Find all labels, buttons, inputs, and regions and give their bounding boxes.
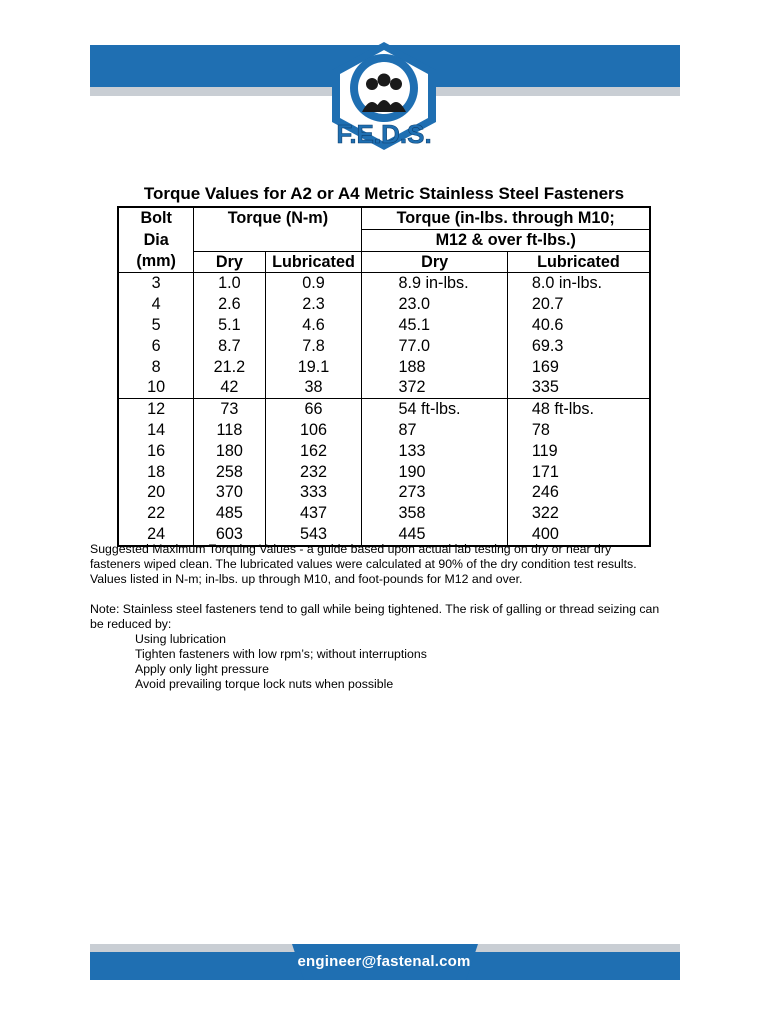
- table-row: [118, 315, 650, 336]
- torque-in-header-2: M12 & over ft-lbs.): [362, 229, 650, 251]
- bolt-dia-cell: 4: [118, 294, 194, 315]
- list-item: Avoid prevailing torque lock nuts when possible: [135, 677, 394, 691]
- torque-nm-header: Torque (N-m): [194, 207, 362, 229]
- lub-nm-cell: 543: [265, 524, 362, 546]
- dry-nm-cell: 21.2: [194, 357, 265, 378]
- bolt-dia-cell: 14: [118, 420, 194, 441]
- dry-nm-cell: 258: [194, 462, 265, 483]
- lub-in-header: Lubricated: [507, 251, 650, 273]
- bolt-dia-cell: 20: [118, 482, 194, 503]
- dry-in-cell: 358: [362, 503, 507, 524]
- lub-in-cell: 119: [531, 441, 558, 460]
- table-row: [118, 273, 650, 294]
- dry-in-cell: 188: [362, 357, 507, 378]
- torque-table: [117, 206, 651, 547]
- lub-in-cell: 335: [531, 378, 559, 397]
- dry-nm-cell: 1.0: [194, 273, 265, 294]
- lub-nm-cell: 333: [265, 482, 362, 503]
- lub-in-cell: 169: [531, 357, 559, 376]
- torque-table-body: [118, 273, 650, 546]
- lub-nm-cell: 232: [265, 462, 362, 483]
- note-line: Suggested Maximum Torquing Values - a guide based upon actual lab testing on dry or near dry: [90, 542, 612, 556]
- dry-nm-cell: 73: [194, 399, 265, 420]
- table-row: [118, 503, 650, 524]
- table-row: [118, 357, 650, 378]
- torque-nm-header-spacer: [194, 229, 362, 251]
- bolt-dia-cell: 6: [118, 336, 194, 357]
- table-row: [118, 441, 650, 462]
- list-item: Tighten fasteners with low rpm’s; without interruptions: [135, 647, 427, 661]
- lub-nm-header: Lubricated: [265, 251, 362, 273]
- torque-in-header-1: Torque (in-lbs. through M10;: [362, 207, 650, 229]
- bolt-dia-cell: 24: [118, 524, 194, 546]
- lub-nm-cell: 38: [265, 377, 362, 398]
- dry-nm-cell: 5.1: [194, 315, 265, 336]
- lub-in-cell: 246: [531, 483, 559, 502]
- dry-in-cell: 273: [362, 482, 507, 503]
- lub-nm-cell: 0.9: [265, 273, 362, 294]
- bolt-dia-cell: 18: [118, 462, 194, 483]
- table-row: [118, 336, 650, 357]
- lub-nm-cell: 162: [265, 441, 362, 462]
- note-line: Values listed in N-m; in-lbs. up through M10, and foot-pounds for M12 and over.: [90, 572, 523, 586]
- dry-nm-cell: 485: [194, 503, 265, 524]
- lub-in-cell: 48 ft-lbs.: [507, 399, 650, 420]
- lub-in-cell: 322: [531, 504, 559, 523]
- dry-in-cell: 372: [362, 377, 507, 398]
- dry-nm-cell: 180: [194, 441, 265, 462]
- table-row: [118, 294, 650, 315]
- dry-in-header: Dry: [362, 251, 507, 273]
- dry-in-cell: 190: [362, 462, 507, 483]
- bolt-dia-cell: 8: [118, 357, 194, 378]
- page-title: Torque Values for A2 or A4 Metric Stainless Steel Fasteners: [143, 184, 625, 203]
- lub-nm-cell: 66: [265, 399, 362, 420]
- lub-in-cell: 8.0 in-lbs.: [531, 274, 603, 293]
- contact-email-link[interactable]: engineer@fastenal.com: [297, 953, 471, 970]
- bolt-dia-cell: 16: [118, 441, 194, 462]
- note-line: fasteners wiped clean. The lubricated values were calculated at 90% of the dry condition test results.: [90, 557, 637, 571]
- lub-nm-cell: 7.8: [265, 336, 362, 357]
- lub-in-cell: 171: [531, 462, 559, 481]
- dry-nm-cell: 42: [194, 377, 265, 398]
- bolt-dia-cell: 5: [118, 315, 194, 336]
- dry-in-cell: 445: [362, 524, 507, 546]
- dry-in-cell: 87: [362, 420, 507, 441]
- dry-nm-header: Dry: [194, 251, 265, 273]
- dry-in-cell: 8.9 in-lbs.: [362, 273, 507, 294]
- list-item: Apply only light pressure: [135, 662, 269, 676]
- note-line: Note: Stainless steel fasteners tend to gall while being tightened. The risk of galling or thread seizing can: [90, 602, 660, 616]
- bolt-dia-cell: 10: [118, 377, 194, 398]
- note-line: be reduced by:: [90, 617, 172, 631]
- dry-in-cell: 45.1: [362, 315, 507, 336]
- bolt-header-2: Dia: [118, 229, 194, 251]
- dry-nm-cell: 370: [194, 482, 265, 503]
- notes: [90, 542, 680, 692]
- bolt-dia-cell: 22: [118, 503, 194, 524]
- bolt-dia-cell: 3: [118, 273, 194, 294]
- dry-in-cell: 77.0: [362, 336, 507, 357]
- feds-logo: [320, 40, 448, 152]
- lub-nm-cell: 437: [265, 503, 362, 524]
- lub-nm-cell: 106: [265, 420, 362, 441]
- lub-nm-cell: 2.3: [265, 294, 362, 315]
- lub-in-cell: 20.7: [531, 295, 564, 314]
- dry-in-cell: 54 ft-lbs.: [362, 399, 507, 420]
- bolt-header-1: Bolt: [118, 207, 194, 229]
- lub-nm-cell: 19.1: [265, 357, 362, 378]
- dry-nm-cell: 8.7: [194, 336, 265, 357]
- dry-in-cell: 133: [362, 441, 507, 462]
- lub-in-cell: 400: [531, 524, 559, 543]
- table-row: [118, 377, 650, 398]
- table-row: [118, 462, 650, 483]
- dry-nm-cell: 603: [194, 524, 265, 546]
- lub-in-cell: 69.3: [531, 336, 564, 355]
- lub-in-cell: 40.6: [531, 315, 564, 334]
- bolt-header-3: (mm): [118, 251, 194, 273]
- logo-wordmark: F.E.D.S.: [336, 119, 432, 149]
- lub-in-cell: 78: [531, 420, 550, 439]
- lub-nm-cell: 4.6: [265, 315, 362, 336]
- table-row: [118, 482, 650, 503]
- dry-in-cell: 23.0: [362, 294, 507, 315]
- dry-nm-cell: 2.6: [194, 294, 265, 315]
- dry-nm-cell: 118: [194, 420, 265, 441]
- bolt-dia-cell: 12: [118, 399, 194, 420]
- list-item: Using lubrication: [135, 632, 226, 646]
- table-row: [118, 420, 650, 441]
- table-row: [118, 399, 650, 420]
